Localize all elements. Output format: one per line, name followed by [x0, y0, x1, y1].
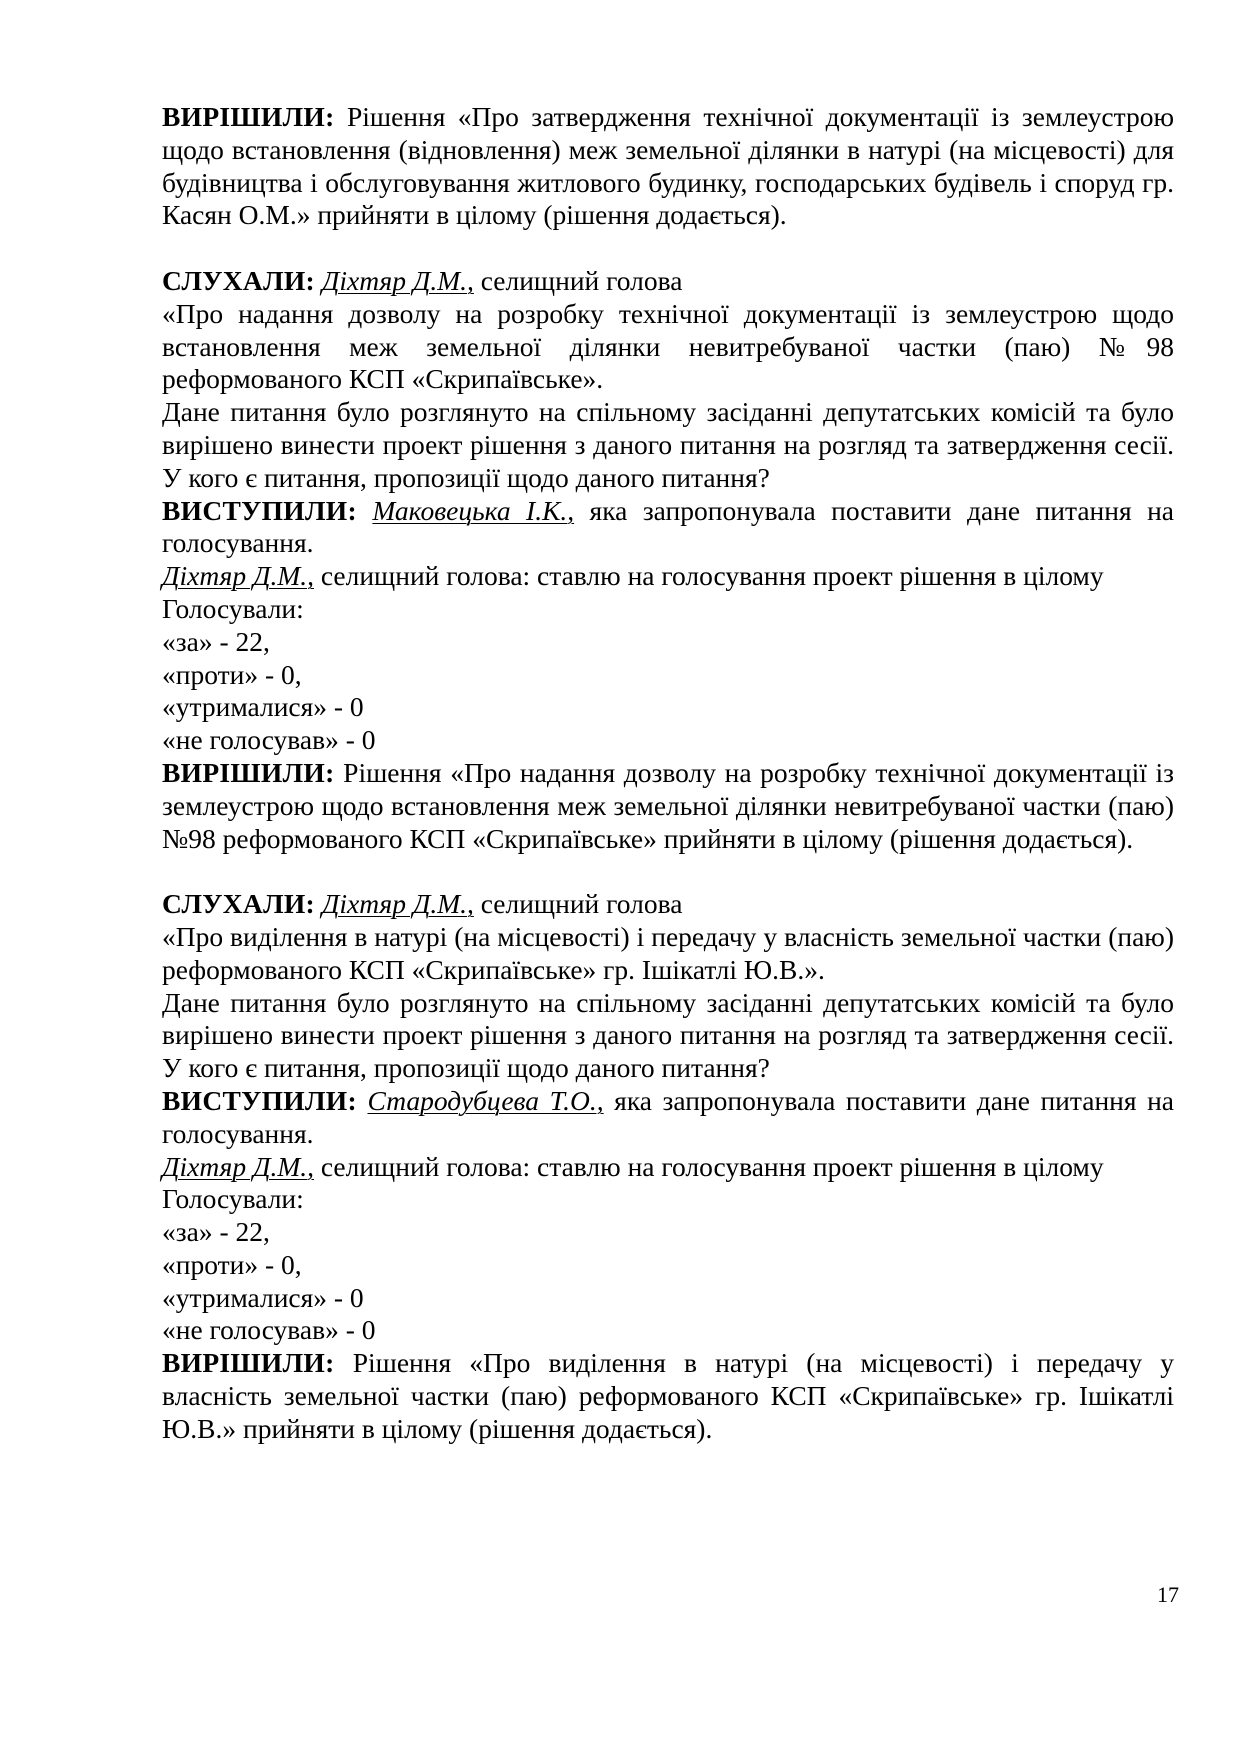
- chair-name: Діхтяр Д.М.,: [162, 1150, 314, 1182]
- decision-paragraph: [162, 757, 1174, 855]
- chair-line: [162, 1151, 1174, 1184]
- decision-paragraph: [162, 1347, 1174, 1445]
- vote-abstain: «утрималися» - 0: [162, 691, 364, 723]
- votes-title: Голосували:: [162, 1183, 304, 1215]
- spoke-text: яка запропонувала поставити дане питання на голосування.: [162, 1084, 1174, 1149]
- vote-not-voted: «не голосував» - 0: [162, 1314, 376, 1346]
- heard-line: [162, 265, 1174, 298]
- heard-line: [162, 888, 1174, 921]
- spoke-name: Стародубцева Т.О.,: [367, 1084, 604, 1116]
- speaker-name: Діхтяр Д.М.,: [321, 264, 474, 296]
- spoke-name: Маковецька І.К.,: [372, 494, 575, 526]
- decision-paragraph: [162, 101, 1174, 232]
- decided-label: ВИРІШИЛИ:: [162, 1347, 335, 1379]
- vote-not-voted: «не голосував» - 0: [162, 724, 376, 756]
- agenda-topic: «Про виділення в натурі (на місцевості) і передачу у власність земельної частки (паю) реформованого КСП «Скрипаївське» гр. Ішікатлі Ю.В.».: [162, 920, 1174, 985]
- spoke-label: ВИСТУПИЛИ:: [162, 1084, 357, 1116]
- vote-against: «проти» - 0,: [162, 658, 302, 690]
- agenda-topic: «Про надання дозволу на розробку технічної документації із землеустрою щодо встановлення меж земельної ділянки невитребуваної частки (паю) №98 реформованого КСП «Скрипаївське».: [162, 297, 1174, 395]
- decision-text: Рішення «Про затвердження технічної документації із землеустрою щодо встановлення (відновлення) меж земельної ділянки в натурі (на місцевості) для будівництва і обслуговування житлового будинку, господарських будівель і споруд гр. Касян О.М.» прийняти в цілому (рішення додається).: [162, 101, 1174, 231]
- speaker-role: селищний голова: [473, 888, 683, 920]
- chair-name: Діхтяр Д.М.,: [162, 560, 314, 592]
- decision-text: Рішення «Про виділення в натурі (на місцевості) і передачу у власність земельної частки (паю) реформованого КСП «Скрипаївське» гр. Ішікатлі Ю.В.» прийняти в цілому (рішення додається).: [162, 1347, 1174, 1444]
- vote-for: «за» - 22,: [162, 625, 270, 657]
- speaker-name: Діхтяр Д.М.,: [321, 888, 474, 920]
- discussion-note: Дане питання було розглянуто на спільному засіданні депутатських комісій та було вирішено винести проект рішення з даного питання на розгляд та затвердження сесії. У кого є питання, пропозиції щодо даного питання?: [162, 986, 1174, 1084]
- votes-title: Голосували:: [162, 592, 304, 624]
- section-spacer: [162, 855, 1174, 888]
- heard-label: СЛУХАЛИ:: [162, 888, 316, 920]
- spoke-paragraph: [162, 1085, 1174, 1151]
- vote-against: «проти» - 0,: [162, 1248, 302, 1280]
- vote-abstain: «утрималися» - 0: [162, 1281, 364, 1313]
- heard-label: СЛУХАЛИ:: [162, 264, 316, 296]
- page-number: 17: [1157, 1582, 1179, 1607]
- decision-text: Рішення «Про надання дозволу на розробку технічної документації із землеустрою щодо встановлення меж земельної ділянки невитребуваної частки (паю) №98 реформованого КСП «Скрипаївське» прийняти в цілому (рішення додається).: [162, 756, 1174, 854]
- spoke-paragraph: [162, 495, 1174, 561]
- spoke-label: ВИСТУПИЛИ:: [162, 494, 357, 526]
- discussion-note: Дане питання було розглянуто на спільному засіданні депутатських комісій та було вирішено винести проект рішення з даного питання на розгляд та затвердження сесії. У кого є питання, пропозиції щодо даного питання?: [162, 396, 1174, 493]
- speaker-role: селищний голова: [473, 264, 683, 296]
- chair-text: селищний голова: ставлю на голосування проект рішення в цілому: [313, 1150, 1104, 1182]
- vote-for: «за» - 22,: [162, 1216, 270, 1248]
- page-content: [162, 101, 1174, 1446]
- decided-label: ВИРІШИЛИ:: [162, 101, 335, 132]
- section-spacer: [162, 232, 1174, 265]
- chair-text: селищний голова: ставлю на голосування проект рішення в цілому: [313, 560, 1104, 592]
- chair-line: [162, 560, 1174, 593]
- decided-label: ВИРІШИЛИ:: [162, 756, 335, 788]
- spoke-text: яка запропонувала поставити дане питання на голосування.: [162, 494, 1174, 559]
